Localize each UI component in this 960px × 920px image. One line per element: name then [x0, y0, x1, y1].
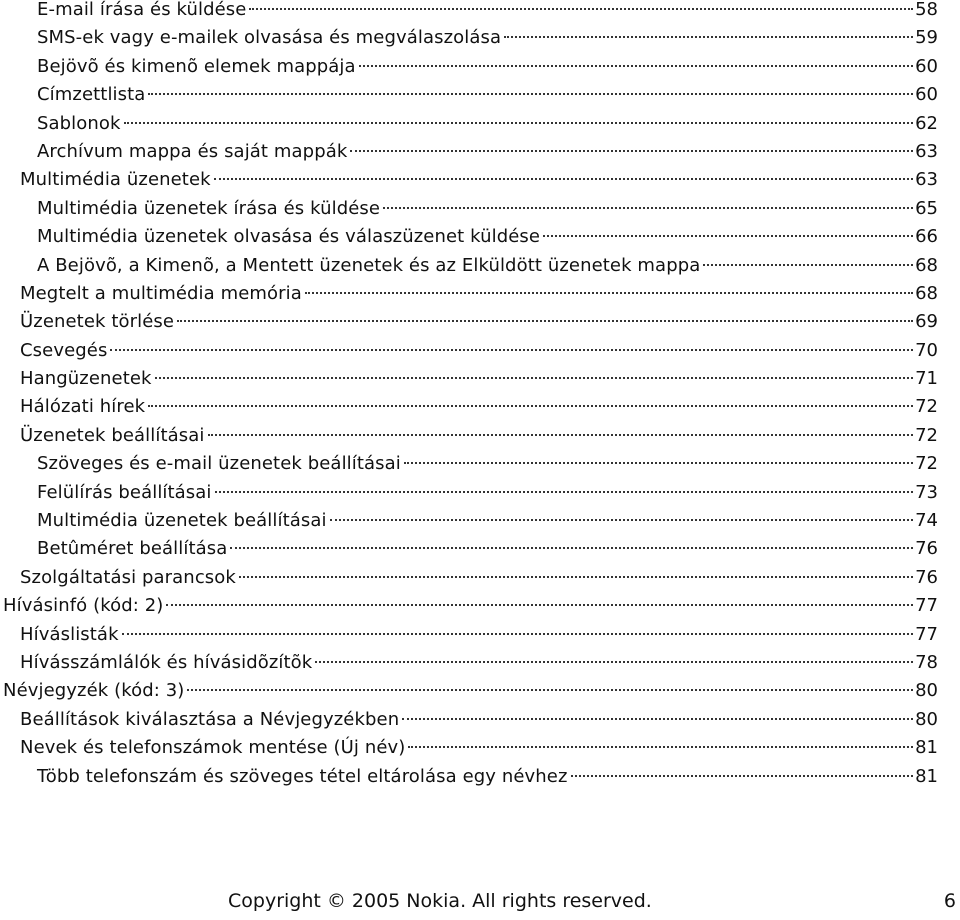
toc-entry-page-number: 76 [915, 566, 938, 588]
toc-entry-title: Betûméret beállítása [37, 538, 228, 560]
toc-entry[interactable] [0, 479, 960, 507]
toc-entry-page-number: 69 [915, 311, 938, 333]
toc-entry-page-number: 80 [915, 680, 938, 702]
dot-leader [504, 36, 913, 38]
dot-leader [208, 434, 914, 436]
toc-entry-page-number: 59 [915, 27, 938, 49]
dot-leader [408, 746, 913, 748]
toc-entry-title: Szöveges és e-mail üzenetek beállításai [37, 453, 401, 475]
toc-entry-title: Multimédia üzenetek beállításai [37, 510, 327, 532]
dot-leader [110, 349, 913, 351]
toc-entry[interactable] [0, 53, 960, 81]
toc-entry[interactable] [0, 0, 960, 24]
toc-entry[interactable] [0, 393, 960, 421]
toc-entry[interactable] [0, 110, 960, 138]
dot-leader [230, 547, 913, 549]
dot-leader [402, 718, 913, 720]
toc-entry-title: Több telefonszám és szöveges tétel eltárolása egy névhez [37, 765, 568, 787]
dot-leader [239, 576, 913, 578]
toc-entry-title: Üzenetek törlése [20, 311, 175, 333]
dot-leader [330, 519, 913, 521]
dot-leader [543, 235, 913, 237]
toc-entry-title: Felülírás beállításai [37, 481, 212, 503]
toc-entry-title: Multimédia üzenetek írása és küldése [37, 197, 381, 219]
toc-entry-page-number: 72 [915, 453, 938, 475]
toc-entry-title: Nevek és telefonszámok mentése (Új név) [20, 737, 406, 759]
toc-entry-page-number: 81 [915, 737, 938, 759]
dot-leader [122, 633, 914, 635]
toc-entry-title: Hangüzenetek [20, 368, 152, 390]
toc-entry-title: A Bejövõ, a Kimenõ, a Mentett üzenetek és az Elküldött üzenetek mappa [37, 254, 701, 276]
toc-entry-title: E-mail írása és küldése [37, 0, 247, 20]
toc-entry[interactable] [0, 677, 960, 705]
toc-entry-page-number: 68 [915, 254, 938, 276]
toc-entry[interactable] [0, 649, 960, 677]
toc-entry-page-number: 72 [915, 396, 938, 418]
toc-entry-title: Megtelt a multimédia memória [20, 282, 302, 304]
dot-leader [249, 8, 913, 10]
toc-entry-page-number: 68 [915, 282, 938, 304]
toc-entry[interactable] [0, 166, 960, 194]
dot-leader [177, 320, 913, 322]
toc-entry-title: Hívásszámlálók és hívásidõzítõk [20, 651, 313, 673]
toc-entry[interactable] [0, 706, 960, 734]
copyright-notice: Copyright © 2005 Nokia. All rights reserved. [228, 890, 652, 912]
toc-entry[interactable] [0, 592, 960, 620]
toc-entry[interactable] [0, 621, 960, 649]
dot-leader [383, 207, 913, 209]
toc-entry[interactable] [0, 280, 960, 308]
dot-leader [350, 150, 913, 152]
toc-entry-page-number: 62 [915, 112, 938, 134]
toc-entry-page-number: 74 [915, 510, 938, 532]
dot-leader [214, 178, 913, 180]
toc-entry-title: Névjegyzék (kód: 3) [3, 680, 185, 702]
toc-entry[interactable] [0, 195, 960, 223]
dot-leader [305, 292, 913, 294]
toc-entry-page-number: 58 [915, 0, 938, 20]
toc-entry-page-number: 63 [915, 169, 938, 191]
toc-entry-title: Címzettlista [37, 84, 146, 106]
toc-entry-title: Szolgáltatási parancsok [20, 566, 236, 588]
dot-leader [166, 604, 913, 606]
toc-entry-page-number: 66 [915, 226, 938, 248]
dot-leader [124, 122, 914, 124]
toc-entry-title: Sablonok [37, 112, 121, 134]
toc-entry[interactable] [0, 223, 960, 251]
toc-entry[interactable] [0, 564, 960, 592]
toc-entry[interactable] [0, 422, 960, 450]
dot-leader [315, 661, 913, 663]
toc-entry[interactable] [0, 450, 960, 478]
toc-entry[interactable] [0, 138, 960, 166]
toc-entry[interactable] [0, 535, 960, 563]
toc-entry-page-number: 63 [915, 140, 938, 162]
toc-entry-title: Híváslisták [20, 623, 119, 645]
toc-entry[interactable] [0, 24, 960, 52]
toc-entry[interactable] [0, 507, 960, 535]
dot-leader [215, 491, 914, 493]
toc-entry-title: Archívum mappa és saját mappák [37, 140, 348, 162]
dot-leader [359, 65, 913, 67]
toc-entry[interactable] [0, 81, 960, 109]
toc-entry-title: Hívásinfó (kód: 2) [3, 595, 164, 617]
toc-entry[interactable] [0, 308, 960, 336]
dot-leader [148, 93, 913, 95]
toc-entry-page-number: 60 [915, 55, 938, 77]
toc-entry-page-number: 65 [915, 197, 938, 219]
dot-leader [703, 264, 913, 266]
toc-entry[interactable] [0, 337, 960, 365]
toc-entry-title: Hálózati hírek [20, 396, 146, 418]
toc-entry-title: Multimédia üzenetek olvasása és válaszüzenet küldése [37, 226, 541, 248]
toc-entry-page-number: 76 [915, 538, 938, 560]
toc-entry[interactable] [0, 365, 960, 393]
toc-entry-page-number: 78 [915, 651, 938, 673]
toc-entry-page-number: 72 [915, 424, 938, 446]
toc-entry-page-number: 81 [915, 765, 938, 787]
dot-leader [187, 689, 913, 691]
toc-entry-page-number: 73 [915, 481, 938, 503]
dot-leader [148, 405, 913, 407]
toc-entry-title: Multimédia üzenetek [20, 169, 211, 191]
toc-entry-page-number: 80 [915, 708, 938, 730]
toc-entry-title: Üzenetek beállításai [20, 424, 205, 446]
toc-entry[interactable] [0, 252, 960, 280]
toc-entry-title: Csevegés [20, 339, 108, 361]
toc-entry-page-number: 77 [915, 623, 938, 645]
toc-entry-title: SMS-ek vagy e-mailek olvasása és megválaszolása [37, 27, 502, 49]
toc-entry[interactable] [0, 763, 960, 791]
toc-entry-title: Beállítások kiválasztása a Névjegyzékben [20, 708, 400, 730]
toc-entry-page-number: 60 [915, 84, 938, 106]
dot-leader [571, 775, 914, 777]
page-number: 6 [943, 890, 956, 912]
toc-entry-page-number: 77 [915, 595, 938, 617]
dot-leader [155, 377, 914, 379]
toc-entry-page-number: 71 [915, 368, 938, 390]
toc-entry-title: Bejövõ és kimenõ elemek mappája [37, 55, 356, 77]
toc-entry[interactable] [0, 734, 960, 762]
toc-entry-page-number: 70 [915, 339, 938, 361]
dot-leader [404, 462, 913, 464]
